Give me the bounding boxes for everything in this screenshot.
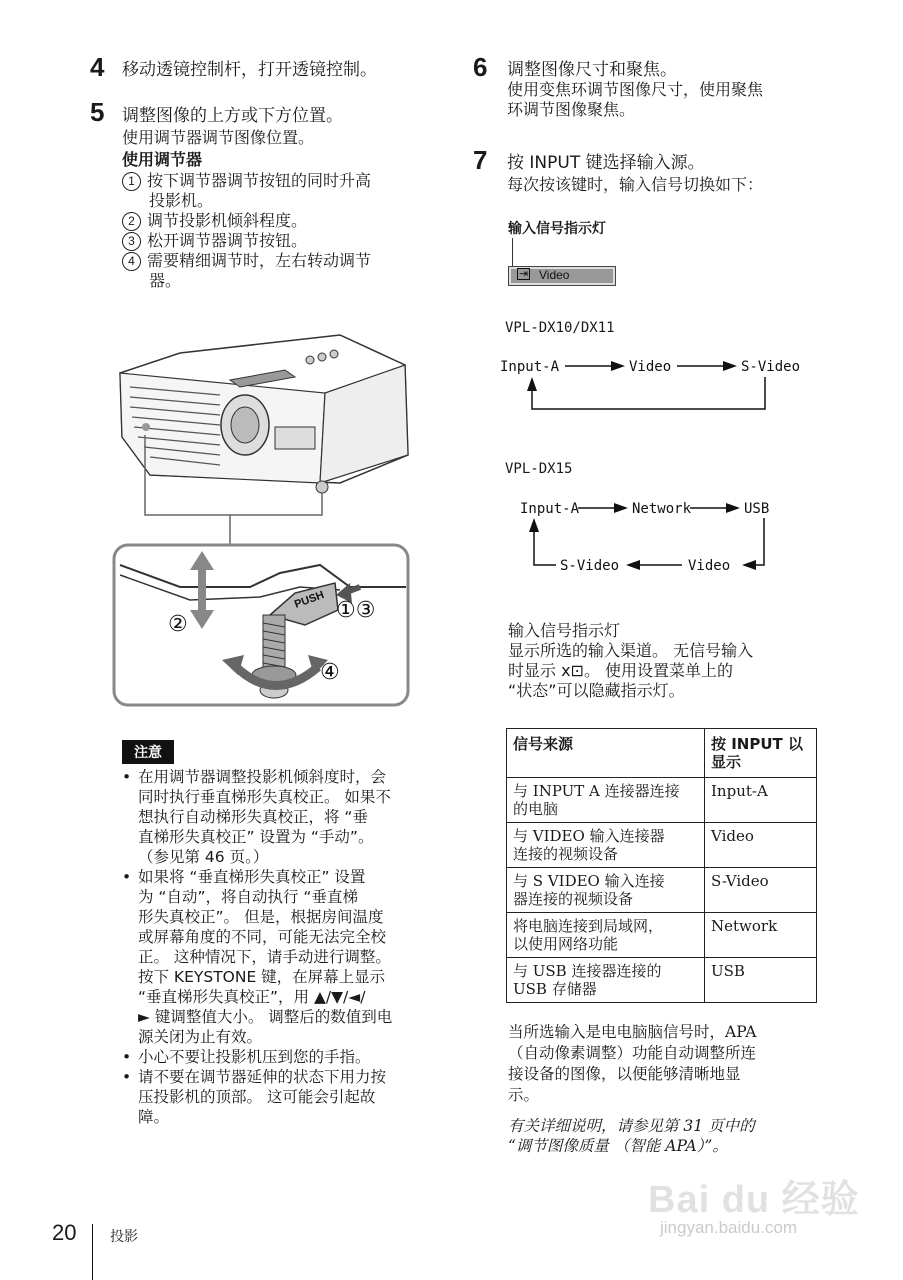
table-cell-source (507, 868, 705, 913)
note-line: 直梯形失真校正” 设置为 “手动”。 (138, 828, 374, 846)
step-5-sub: 使用调节器调节图像位置。 (122, 128, 315, 147)
indicator-label: 输入信号指示灯 (508, 221, 606, 237)
indicator-desc-line-2: 时显示 x⊡。 使用设置菜单上的 (508, 661, 734, 680)
note-line: 同时执行垂直梯形失真校正。 如果不 (138, 788, 391, 806)
indicator-desc-line-3: “状态”可以隐藏指示灯。 (508, 681, 685, 700)
step-4-number: 4 (90, 52, 105, 82)
step-marker: 3 (122, 232, 141, 251)
note-line: 为 “自动”，将自动执行 “垂直梯 (138, 888, 358, 906)
step-7-text: 按 INPUT 键选择输入源。 (507, 153, 705, 173)
step-6-number: 6 (473, 52, 488, 82)
indicator-desc-line-1: 显示所选的输入渠道。 无信号输入 (508, 641, 754, 660)
table-cell-source (507, 823, 705, 868)
step-6-block (507, 60, 763, 120)
ref-line: “调节图像质量 （智能 APA）”。 (508, 1137, 728, 1155)
callout-1-3: ①③ (336, 598, 376, 623)
apa-line: 接设备的图像，以便能够清晰地显 (508, 1065, 741, 1083)
source-line: 与 VIDEO 输入连接器 (513, 827, 665, 845)
step-7-sub: 每次按该键时，输入信号切换如下： (507, 175, 764, 194)
push-label: PUSH (292, 589, 326, 611)
table-cell-display: Input-A (705, 778, 817, 823)
step-5-block (122, 105, 371, 291)
indicator-value: Video (539, 268, 570, 282)
note-item (120, 1067, 450, 1127)
watermark-url: jingyan.baidu.com (660, 1218, 798, 1237)
step-4-text: 移动透镜控制杆，打开透镜控制。 (122, 60, 377, 80)
note-line: 正。 这种情况下，请手动进行调整。 (138, 948, 391, 966)
note-line: 形失真校正”。 但是，根据房间温度 (138, 908, 384, 926)
table-cell-display: USB (705, 958, 817, 1003)
note-line: 障。 (138, 1108, 170, 1126)
note-line: • 请不要在调节器延伸的状态下用力按 (138, 1068, 387, 1086)
table-cell-display: Network (705, 913, 817, 958)
table-cell-display: Video (705, 823, 817, 868)
apa-paragraph (508, 1022, 756, 1106)
step-marker: 4 (122, 252, 141, 271)
note-line: 想执行自动梯形失真校正，将 “垂 (138, 808, 368, 826)
table-cell-source (507, 778, 705, 823)
reference-paragraph (508, 1116, 755, 1156)
flow1-node-input-a: Input-A (500, 359, 560, 375)
note-line: 源关闭为止有效。 (138, 1028, 263, 1046)
footer-divider (92, 1224, 93, 1280)
note-item (120, 1047, 450, 1067)
step-5-text: 调整图像的上方或下方位置。 (122, 106, 343, 126)
note-line: • 在用调节器调整投影机倾斜度时，会 (138, 768, 387, 786)
adjuster-step-4-line: 4 需要精细调节时，左右转动调节 (122, 251, 371, 271)
adjuster-steps (122, 171, 371, 291)
flow1-diagram (495, 345, 805, 415)
table-row (507, 868, 817, 913)
footer-section: 投影 (110, 1229, 138, 1245)
step-marker: 1 (122, 172, 141, 191)
note-line: • 如果将 “垂直梯形失真校正” 设置 (138, 868, 366, 886)
table-cell-source (507, 958, 705, 1003)
flow2-node-video: Video (688, 558, 731, 574)
indicator-desc-title: 输入信号指示灯 (508, 621, 621, 640)
apa-line: 当所选输入是电电脑脑信号时，APA (508, 1023, 757, 1041)
note-line: 按下 KEYSTONE 键，在屏幕上显示 (138, 968, 386, 986)
flow2-model: VPL-DX15 (505, 461, 573, 477)
step-5-number: 5 (90, 97, 105, 127)
table-row (507, 823, 817, 868)
step-marker: 2 (122, 212, 141, 231)
note-line: “垂直梯形失真校正”，用 ▲/▼/◄/ (138, 988, 366, 1006)
adjuster-heading: 使用调节器 (122, 150, 203, 169)
flow2-node-s-video: S-Video (560, 558, 620, 574)
indicator-leader-line (512, 238, 513, 268)
note-title: 注意 (122, 740, 174, 764)
adjuster-step-3-line: 3 松开调节器调节按钮。 (122, 231, 371, 251)
table-row (507, 778, 817, 823)
table-header-row (507, 729, 817, 778)
note-line: 或屏幕角度的不同，可能无法完全校 (138, 928, 387, 946)
step-7-number: 7 (473, 145, 488, 175)
page-number: 20 (52, 1220, 77, 1245)
callout-4: ④ (320, 660, 340, 685)
table-row (507, 913, 817, 958)
table-body (507, 778, 817, 1003)
source-line: 将电脑连接到局域网， (513, 917, 664, 935)
note-line: • 小心不要让投影机压到您的手指。 (138, 1048, 371, 1066)
flow1-node-s-video: S-Video (741, 359, 801, 375)
flow1-node-video: Video (629, 359, 672, 375)
table-row (507, 958, 817, 1003)
watermark-brand: Bai du 经验 (648, 1179, 860, 1221)
step-6-line-1: 使用变焦环调节图像尺寸，使用聚焦 (507, 80, 764, 99)
source-line: 以使用网络功能 (513, 935, 619, 953)
source-line: 与 INPUT A 连接器连接 (513, 782, 680, 800)
step-6-line-2: 环调节图像聚焦。 (507, 100, 636, 119)
note-item (120, 767, 450, 867)
signal-table (506, 728, 817, 1003)
table-cell-display: S-Video (705, 868, 817, 913)
note-list (120, 767, 450, 1127)
ref-line: 有关详细说明，请参见第 31 页中的 (508, 1117, 755, 1135)
table-header-source: 信号来源 (507, 729, 705, 778)
flow1-model: VPL-DX10/DX11 (505, 320, 615, 336)
flow2-node-input-a: Input-A (520, 501, 580, 517)
source-line: 的电脑 (513, 800, 559, 818)
table-header-display: 按 INPUT 以显示 (705, 729, 817, 778)
projector-adjuster-illustration (110, 325, 420, 715)
note-line: ► 键调整值大小。 调整后的数值到电 (138, 1008, 393, 1026)
note-item (120, 867, 450, 1047)
adjuster-step-2-line: 2 调节投影机倾斜程度。 (122, 211, 371, 231)
callout-2: ② (168, 612, 188, 637)
table-cell-source (507, 913, 705, 958)
adjuster-step-1-line: 1 按下调节器调节按钮的同时升高 (122, 171, 371, 191)
flow2-node-usb: USB (744, 501, 770, 517)
source-line: USB 存储器 (513, 980, 597, 998)
apa-line: 示。 (508, 1086, 540, 1104)
apa-line: （自动像素调整）功能自动调整所连 (508, 1044, 757, 1062)
adjuster-step-4-line: 器。 (149, 271, 182, 290)
input-arrow-icon: ⇥ (519, 267, 529, 280)
flow2-node-network: Network (632, 501, 692, 517)
source-line: 器连接的视频设备 (513, 890, 634, 908)
source-line: 与 USB 连接器连接的 (513, 962, 662, 980)
flow2-diagram (510, 488, 780, 580)
step-6-text: 调整图像尺寸和聚焦。 (507, 60, 677, 80)
source-line: 连接的视频设备 (513, 845, 619, 863)
indicator-display (508, 266, 616, 286)
adjuster-step-1-line: 投影机。 (149, 191, 214, 210)
source-line: 与 S VIDEO 输入连接 (513, 872, 665, 890)
note-line: 压投影机的顶部。 这可能会引起故 (138, 1088, 376, 1106)
indicator-description (508, 621, 753, 701)
note-line: （参见第 46 页。） (138, 848, 269, 866)
step-7-block (507, 152, 763, 196)
